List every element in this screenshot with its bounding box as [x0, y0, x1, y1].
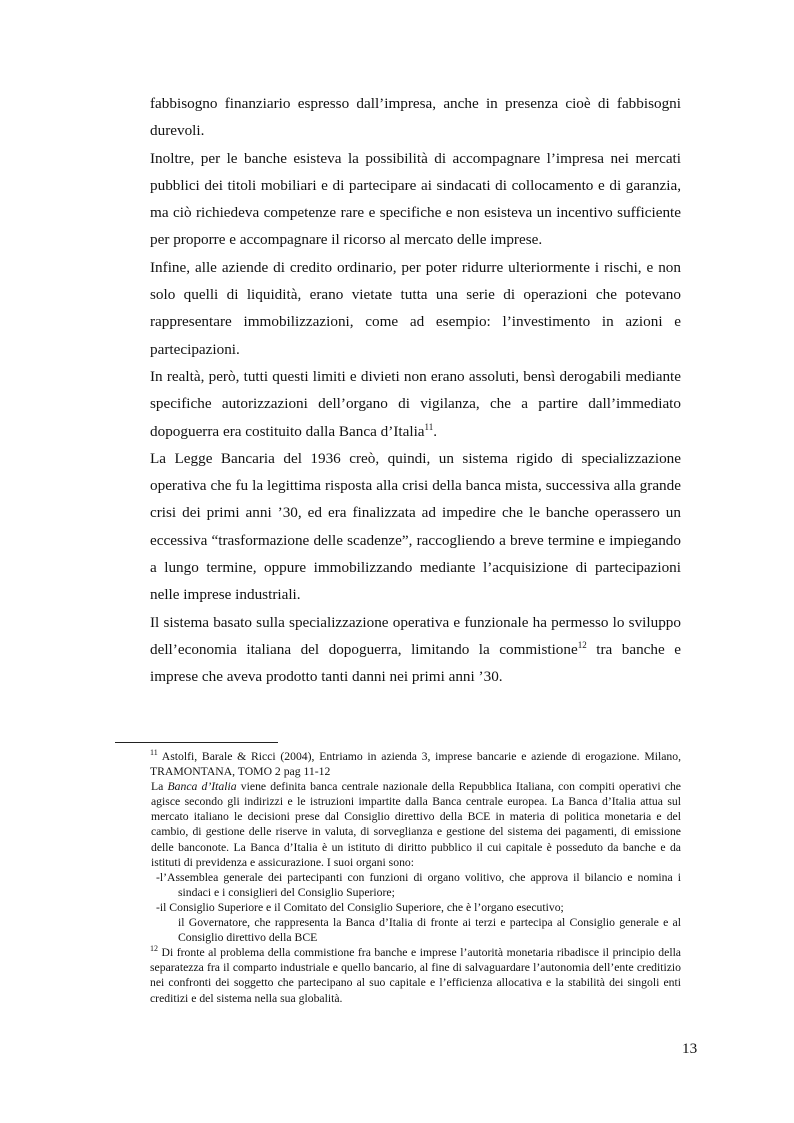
- footnote-11-banca-text: viene definita banca centrale nazionale della Repubblica Italiana, con compiti operativi che agisce secondo gli indirizzi e le istruzioni impartite dalla Banca centrale europea. La Banca d’Italia attua sul mercato italiano le decisioni prese dal Consiglio direttivo della BCE in materia di politica monetaria e del cambio, di gestione delle riserve in valuta, di sorveglianza e gestione del sistema dei pagamenti, di emissione delle banconote. La Banca d’Italia è un istituto di diritto pubblico il cui capitale è posseduto da banche e da istituti di previdenza e assicurazione. I suoi organi sono:: [151, 780, 681, 869]
- paragraph-4-end: .: [433, 422, 437, 440]
- footnote-12: [150, 945, 681, 1005]
- paragraph-3: Infine, alle aziende di credito ordinario, per poter ridurre ulteriormente i rischi, e non solo quelli di liquidità, erano vietate tutta una serie di operazioni che potevano rappresentare immobilizzazioni, come ad esempio: l’investimento in azioni e partecipazioni.: [150, 258, 681, 358]
- paragraph-6-text-b: tra banche e imprese che aveva prodotto tanti danni nei primi anni ’30.: [150, 640, 681, 686]
- footnote-12-text: Di fronte al problema della commistione fra banche e imprese l’autorità monetaria ribadisce il principio della separatezza fra il comparto industriale e quello bancario, al fine di salvaguardare l’autonomia dell’ente creditizio nei confronti dei soggetto che partecipano al suo capitale e l’efficienza allocativa e la stabilità dei singoli enti creditizi e del sistema nella sua globalità.: [150, 946, 681, 1005]
- main-body: [150, 90, 681, 691]
- paragraph-4-text: In realtà, però, tutti questi limiti e divieti non erano assoluti, bensì derogabili mediante specifiche autorizzazioni dell’organo di vigilanza, che a partire dall’immediato dopoguerra era costituito dalla Banca d’Italia: [150, 367, 681, 440]
- footnote-11-banca-italic: Banca d’Italia: [167, 780, 237, 794]
- paragraph-6: [150, 609, 681, 691]
- organ-item-2: -il Consiglio Superiore e il Comitato del Consiglio Superiore, che è l’organo esecutivo;: [156, 900, 564, 914]
- paragraph-6-text-a: Il sistema basato sulla specializzazione operativa e funzionale ha permesso lo sviluppo dell’economia italiana del dopoguerra, limitando la commistione: [150, 613, 681, 658]
- footnote-11-banca: [150, 779, 681, 870]
- paragraph-4: [150, 363, 681, 445]
- footnotes: [150, 749, 681, 1006]
- footnote-number-12: 12: [150, 944, 158, 954]
- footnote-11: [150, 749, 681, 779]
- footnote-separator: [115, 742, 278, 743]
- organ-item-1: -l’Assemblea generale dei partecipanti con funzioni di organo volitivo, che approva il bilancio e nomina i sindaci e i consiglieri del Consiglio Superiore;: [156, 870, 681, 899]
- page-number: 13: [682, 1040, 698, 1057]
- footnote-11-text: Astolfi, Barale & Ricci (2004), Entriamo in azienda 3, imprese bancarie e aziende di erogazione. Milano, TRAMONTANA, TOMO 2 pag 11-12: [150, 750, 681, 779]
- footnote-number-11: 11: [150, 748, 158, 757]
- footnote-ref-11[interactable]: 11: [424, 421, 434, 432]
- paragraph-1: fabbisogno finanziario espresso dall’impresa, anche in presenza cioè di fabbisogni durevoli.: [150, 95, 681, 140]
- footnote-ref-12[interactable]: 12: [577, 639, 587, 650]
- footnote-11-banca-pre: La: [151, 780, 168, 794]
- paragraph-2: Inoltre, per le banche esisteva la possibilità di accompagnare l’impresa nei mercati pubblici dei titoli mobiliari e di partecipare ai sindacati di collocamento e di garanzia, ma ciò richiedeva competenze rare e specifiche e non esisteva un incentivo sufficiente per proporre e accompagnare il ricorso al mercato delle imprese.: [150, 149, 681, 249]
- organ-item-3: il Governatore, che rappresenta la Banca d’Italia di fronte ai terzi e partecipa al Consiglio generale e al Consiglio direttivo della BCE: [178, 916, 681, 945]
- paragraph-5: La Legge Bancaria del 1936 creò, quindi, un sistema rigido di specializzazione operativa che fu la legittima risposta alla crisi della banca mista, successiva alla grande crisi dei primi anni ’30, ed era finalizzata ad impedire che le banche operassero un eccessiva “trasformazione delle scadenze”, raccogliendo a breve termine e impiegando a lungo termine, oppure immobilizzando mediante l’acquisizione di partecipazioni nelle imprese industriali.: [150, 449, 681, 604]
